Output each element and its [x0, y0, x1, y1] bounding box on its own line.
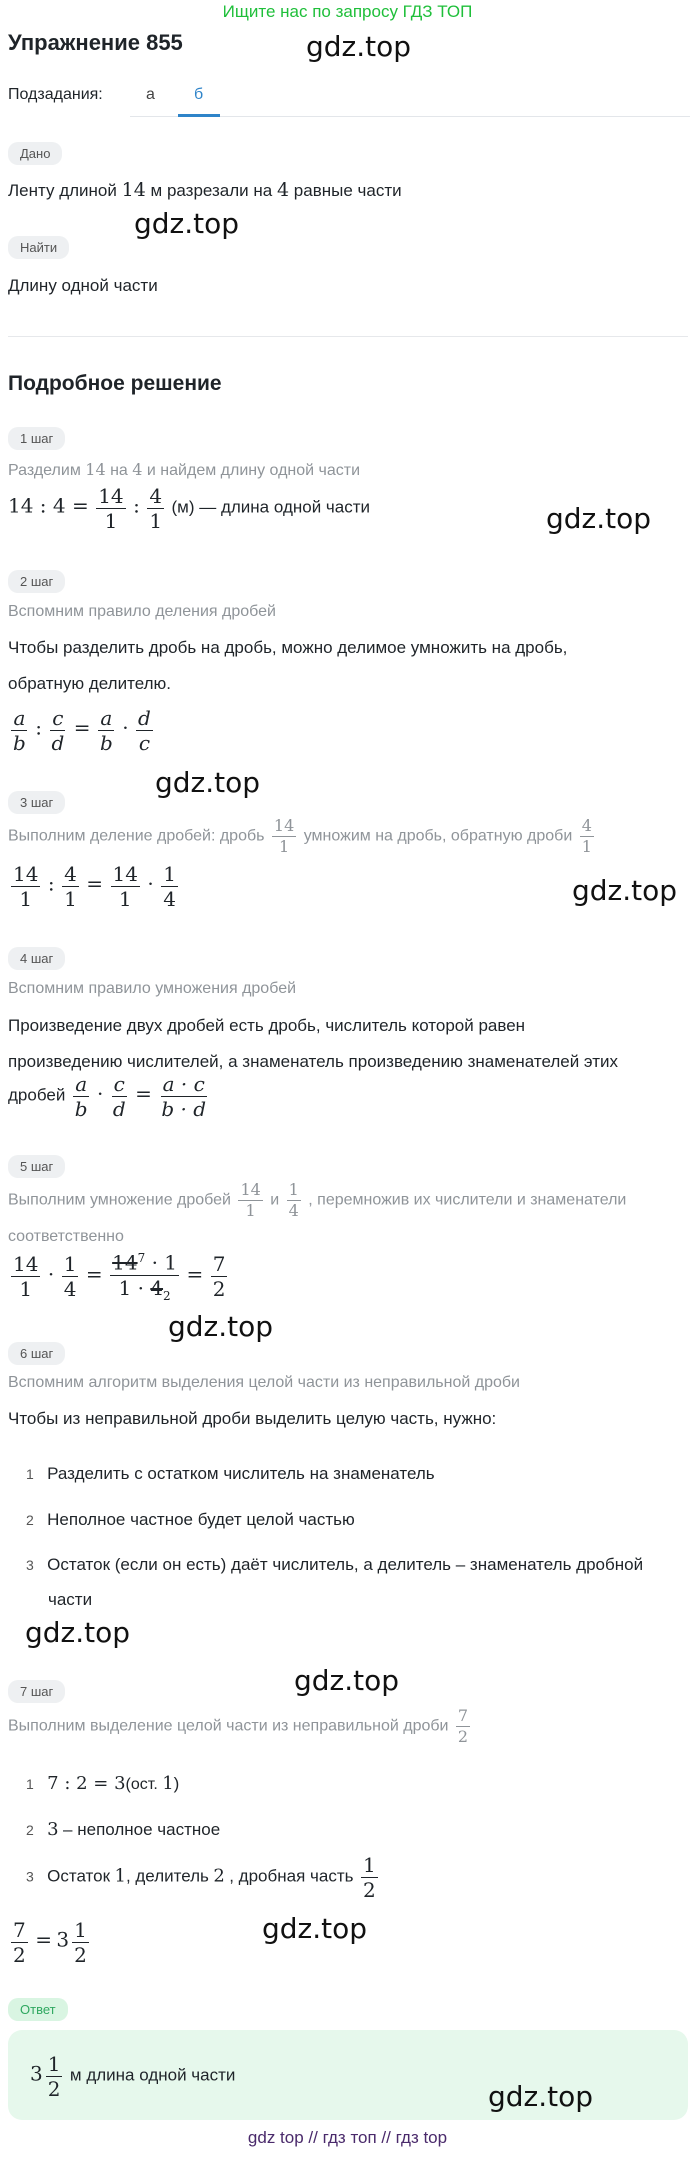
step-hint: Выполним деление дробей: дробь $\frac{14}{1}$ умножим на дробь, обратную дроби $\frac{4}{1}$ — [8, 816, 592, 856]
step-chip: 2 шаг — [8, 570, 65, 593]
list-item: 3 Остаток (если он есть) даёт числитель, а делитель – знаменатель дробной — [26, 1555, 644, 1574]
step-formula: $\frac{14}{1}$ · $\frac{1}{4}$ = $\frac{14^7 \cdot 1}{1 \cdot 4_2}$ = $\frac{7}{2}$ — [13, 1250, 226, 1303]
step-formula: 14 : 4 = $\frac{14}{1}$ : $\frac{4}{1}$ (м) — длина одной части — [8, 484, 371, 533]
answer-chip: Ответ — [8, 1998, 68, 2021]
list-item: 1 Разделить с остатком числитель на знаменатель — [26, 1464, 435, 1483]
watermark: gdz.top — [294, 1664, 400, 1697]
step-chip: 4 шаг — [8, 947, 65, 970]
step-text: Произведение двух дробей есть дробь, числитель которой равен — [8, 1016, 526, 1035]
find-text: Длину одной части — [8, 276, 158, 295]
list-item: 2 3 – неполное частное — [26, 1819, 221, 1840]
watermark: gdz.top — [546, 502, 652, 535]
footer-links[interactable]: gdz top // гдз топ // гдз top — [247, 2128, 448, 2147]
list-item: 3 Остаток 1, делитель 2 , дробная часть $\frac{1}{2}$ — [26, 1853, 376, 1902]
active-tab-indicator — [178, 114, 220, 117]
step-text: Чтобы разделить дробь на дробь, можно делимое умножить на дробь, — [8, 638, 568, 657]
step-chip: 1 шаг — [8, 427, 65, 450]
step-hint: Вспомним алгоритм выделения целой части из неправильной дроби — [8, 1374, 520, 1391]
tab-b[interactable]: б — [194, 86, 204, 103]
step-hint: соответственно — [8, 1228, 124, 1245]
watermark: gdz.top — [168, 1310, 274, 1343]
given-text: Ленту длиной 14 м разрезали на 4 равные части — [8, 179, 402, 201]
watermark: gdz.top — [262, 1912, 368, 1945]
answer-value: 3 $\frac{1}{2}$ м длина одной части — [30, 2052, 236, 2101]
step-hint: Выполним умножение дробей $\frac{14}{1}$ и $\frac{1}{4}$ , перемножив их числители и знаменатели — [8, 1180, 627, 1220]
page-title: Упражнение 855 — [8, 30, 183, 55]
watermark: gdz.top — [134, 207, 240, 240]
step-hint: Вспомним правило умножения дробей — [8, 980, 297, 997]
step-formula: $\frac{a}{b}$ : $\frac{c}{d}$ = $\frac{a}{b}$ · $\frac{d}{c}$ — [13, 706, 151, 755]
find-chip: Найти — [8, 236, 69, 259]
step-chip: 7 шаг — [8, 1680, 65, 1703]
step-hint: Разделим 14 на 4 и найдем длину одной части — [8, 460, 361, 479]
step-chip: 3 шаг — [8, 791, 65, 814]
list-item: 1 7 : 2 = 3(ост. 1) — [26, 1773, 180, 1794]
watermark: gdz.top — [306, 30, 412, 63]
watermark: gdz.top — [155, 766, 261, 799]
step-chip: 5 шаг — [8, 1155, 65, 1178]
step-chip: 6 шаг — [8, 1342, 65, 1365]
subtask-tabs — [130, 70, 690, 117]
step-hint: Выполним выделение целой части из неправильной дроби $\frac{7}{2}$ — [8, 1706, 469, 1746]
subtasks-label: Подзадания: — [8, 86, 103, 103]
step-formula: $\frac{7}{2}$ = 3 $\frac{1}{2}$ — [13, 1918, 87, 1967]
ad-link[interactable]: Ищите нас по запросу ГДЗ ТОП — [222, 2, 473, 21]
list-item-continued: части — [48, 1590, 93, 1609]
given-chip: Дано — [8, 142, 62, 165]
step-text: Чтобы из неправильной дроби выделить целую часть, нужно: — [8, 1409, 497, 1428]
solution-title: Подробное решение — [8, 372, 222, 395]
watermark: gdz.top — [572, 874, 678, 907]
divider — [8, 336, 688, 337]
list-item: 2 Неполное частное будет целой частью — [26, 1510, 355, 1529]
step-text: произведению числителей, а знаменатель произведению знаменателей этих — [8, 1052, 619, 1071]
step-hint: Вспомним правило деления дробей — [8, 603, 276, 620]
step-formula: дробей $\frac{a}{b}$ · $\frac{c}{d}$ = $\frac{a \cdot c}{b \cdot d}$ — [8, 1072, 207, 1121]
watermark: gdz.top — [488, 2080, 594, 2113]
watermark: gdz.top — [25, 1616, 131, 1649]
step-formula: $\frac{14}{1}$ : $\frac{4}{1}$ = $\frac{14}{1}$ · $\frac{1}{4}$ — [13, 862, 176, 911]
tab-a[interactable]: а — [146, 86, 155, 103]
step-text: обратную делителю. — [8, 674, 171, 693]
